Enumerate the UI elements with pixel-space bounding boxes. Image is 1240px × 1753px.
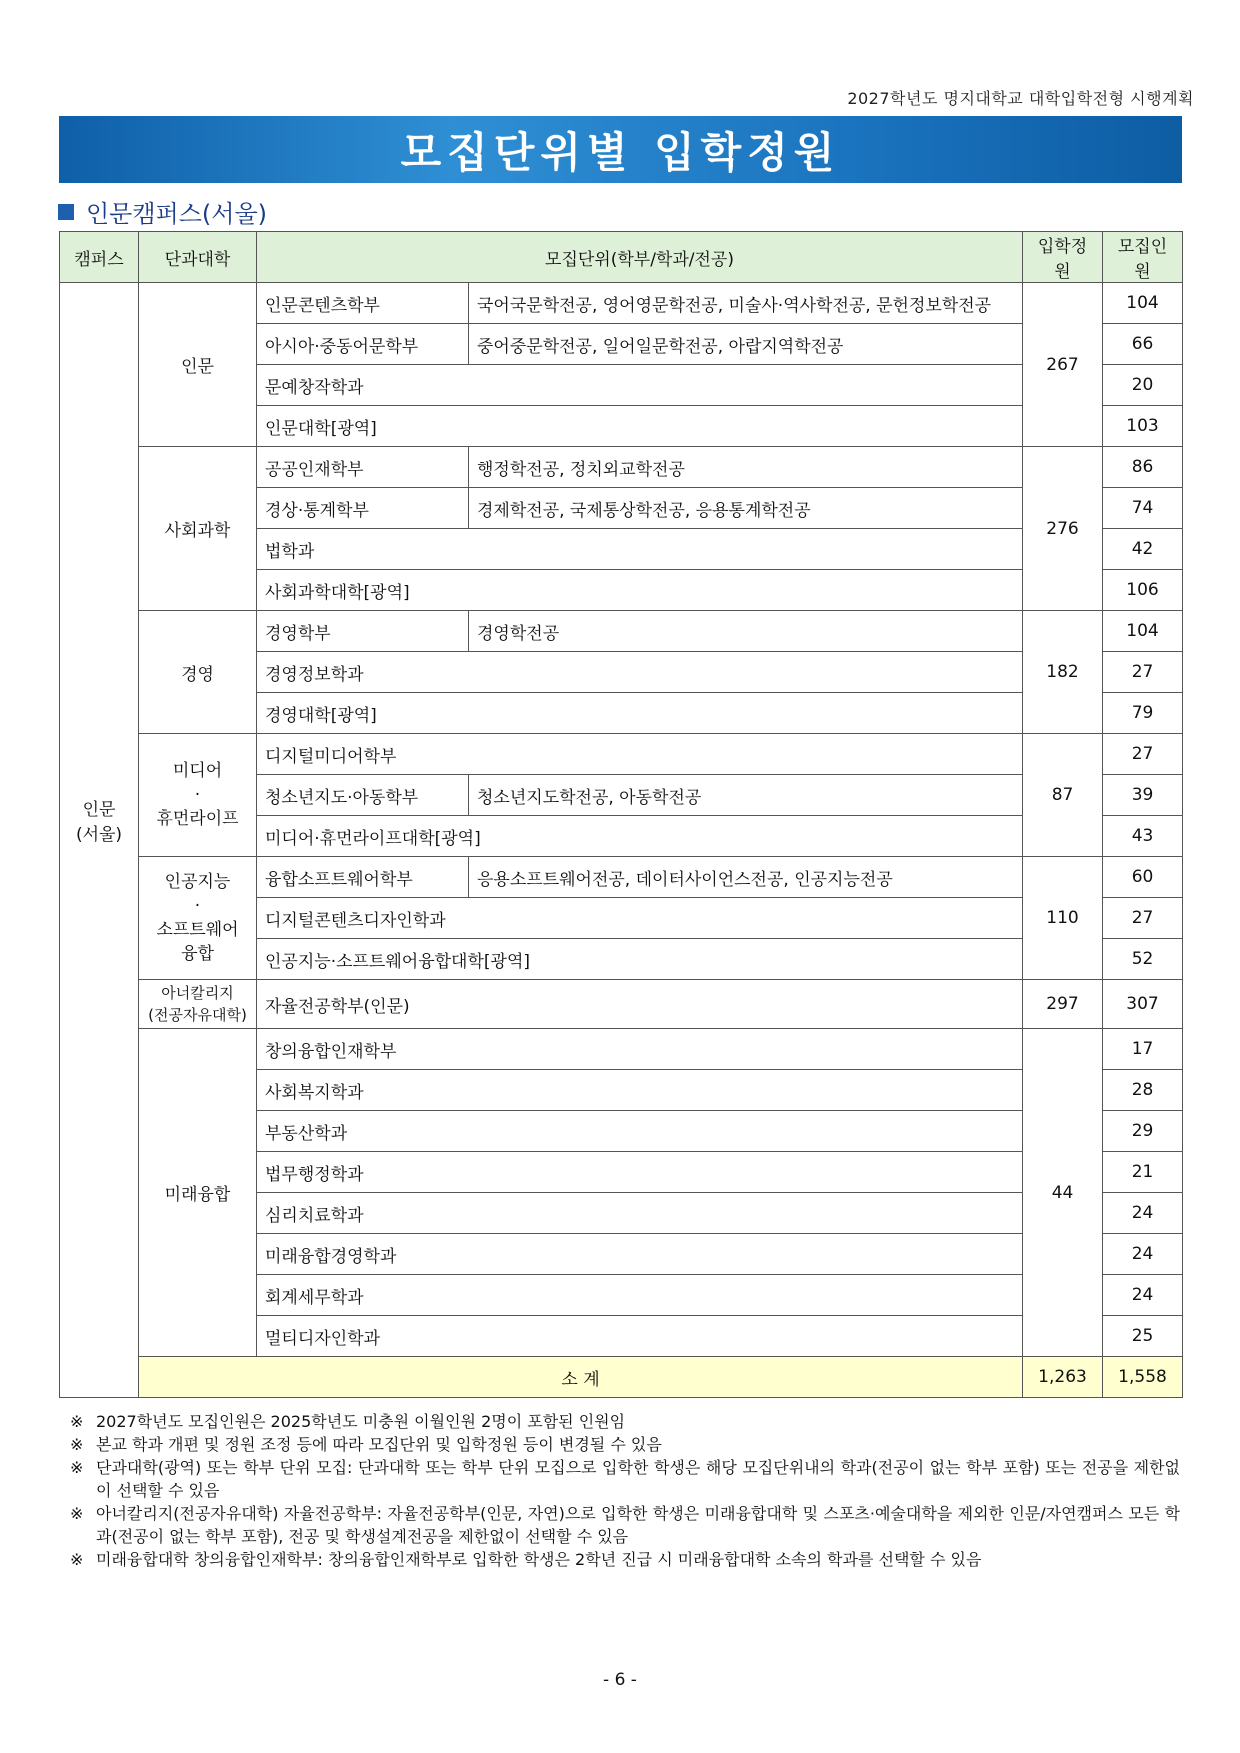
unit-cell: 인공지능·소프트웨어융합대학[광역] xyxy=(257,939,1023,980)
college-cell: 인공지능 · 소프트웨어 융합 xyxy=(139,857,257,980)
majors-cell: 행정학전공, 정치외교학전공 xyxy=(469,447,1023,488)
table-row xyxy=(60,734,1183,775)
table-row xyxy=(60,283,1183,324)
header-recruit: 모집인원 xyxy=(1103,232,1183,283)
recruit-cell: 29 xyxy=(1103,1111,1183,1152)
note-item xyxy=(70,1433,1180,1456)
note-mark: ※ xyxy=(70,1504,84,1523)
quota-cell: 87 xyxy=(1023,734,1103,857)
majors-cell: 국어국문학전공, 영어영문학전공, 미술사·역사학전공, 문헌정보학전공 xyxy=(469,283,1023,324)
unit-cell: 법무행정학과 xyxy=(257,1152,1023,1193)
majors-cell: 응용소프트웨어전공, 데이터사이언스전공, 인공지능전공 xyxy=(469,857,1023,898)
recruit-cell: 43 xyxy=(1103,816,1183,857)
table-row xyxy=(60,611,1183,652)
unit-cell: 공공인재학부 xyxy=(257,447,469,488)
note-mark: ※ xyxy=(70,1435,84,1454)
note-text: 2027학년도 모집인원은 2025학년도 미충원 이월인원 2명이 포함된 인원임 xyxy=(96,1412,626,1431)
total-recruit: 1,558 xyxy=(1103,1357,1183,1398)
note-mark: ※ xyxy=(70,1412,84,1431)
quota-cell: 276 xyxy=(1023,447,1103,611)
unit-cell: 자율전공학부(인문) xyxy=(257,980,1023,1029)
recruit-cell: 17 xyxy=(1103,1029,1183,1070)
campus-cell-bottom xyxy=(60,1357,139,1398)
table-row xyxy=(60,980,1183,1029)
unit-cell: 경상·통계학부 xyxy=(257,488,469,529)
recruit-cell: 104 xyxy=(1103,611,1183,652)
recruit-cell: 52 xyxy=(1103,939,1183,980)
section-heading xyxy=(58,194,267,229)
note-text: 아너칼리지(전공자유대학) 자율전공학부: 자율전공학부(인문, 자연)으로 입학한 학생은 미래융합대학 및 스포츠·예술대학을 제외한 인문/자연캠퍼스 모든 학과(전공이 없는 학부 포함), 전공 및 학생설계전공을 제한없이 선택할 수 있음 xyxy=(96,1504,1180,1546)
unit-cell: 법학과 xyxy=(257,529,1023,570)
recruit-cell: 104 xyxy=(1103,283,1183,324)
title-banner xyxy=(59,116,1182,183)
majors-cell: 청소년지도학전공, 아동학전공 xyxy=(469,775,1023,816)
quota-cell: 182 xyxy=(1023,611,1103,734)
unit-cell: 디지털미디어학부 xyxy=(257,734,1023,775)
admission-quota-table xyxy=(59,231,1183,1398)
recruit-cell: 66 xyxy=(1103,324,1183,365)
recruit-cell: 27 xyxy=(1103,652,1183,693)
unit-cell: 아시아·중동어문학부 xyxy=(257,324,469,365)
document-header: 2027학년도 명지대학교 대학입학전형 시행계획 xyxy=(847,89,1194,108)
header-campus: 캠퍼스 xyxy=(60,232,139,283)
recruit-cell: 106 xyxy=(1103,570,1183,611)
table-row xyxy=(60,447,1183,488)
unit-cell: 인문대학[광역] xyxy=(257,406,1023,447)
recruit-cell: 24 xyxy=(1103,1234,1183,1275)
recruit-cell: 25 xyxy=(1103,1316,1183,1357)
recruit-cell: 79 xyxy=(1103,693,1183,734)
unit-cell: 심리치료학과 xyxy=(257,1193,1023,1234)
note-text: 단과대학(광역) 또는 학부 단위 모집: 단과대학 또는 학부 단위 모집으로 입학한 학생은 해당 모집단위내의 학과(전공이 없는 학부 포함) 또는 전공을 제한없이 선택할 수 있음 xyxy=(96,1458,1180,1500)
recruit-cell: 24 xyxy=(1103,1193,1183,1234)
unit-cell: 창의융합인재학부 xyxy=(257,1029,1023,1070)
majors-cell: 경제학전공, 국제통상학전공, 응용통계학전공 xyxy=(469,488,1023,529)
recruit-cell: 74 xyxy=(1103,488,1183,529)
table-row xyxy=(60,1029,1183,1070)
unit-cell: 문예창작학과 xyxy=(257,365,1023,406)
total-row xyxy=(60,1357,1183,1398)
header-unit: 모집단위(학부/학과/전공) xyxy=(257,232,1023,283)
unit-cell: 부동산학과 xyxy=(257,1111,1023,1152)
recruit-cell: 27 xyxy=(1103,898,1183,939)
recruit-cell: 24 xyxy=(1103,1275,1183,1316)
unit-cell: 미디어·휴먼라이프대학[광역] xyxy=(257,816,1023,857)
college-cell: 미디어 · 휴먼라이프 xyxy=(139,734,257,857)
unit-cell: 회계세무학과 xyxy=(257,1275,1023,1316)
recruit-cell: 42 xyxy=(1103,529,1183,570)
recruit-cell: 60 xyxy=(1103,857,1183,898)
notes-list xyxy=(70,1410,1180,1571)
recruit-cell: 20 xyxy=(1103,365,1183,406)
section-title: 인문캠퍼스(서울) xyxy=(86,200,268,228)
college-cell: 미래융합 xyxy=(139,1029,257,1357)
campus-cell: 인문 (서울) xyxy=(60,283,139,1357)
unit-cell: 인문콘텐츠학부 xyxy=(257,283,469,324)
table-header-row xyxy=(60,232,1183,283)
recruit-cell: 307 xyxy=(1103,980,1183,1029)
quota-cell: 297 xyxy=(1023,980,1103,1029)
majors-cell: 경영학전공 xyxy=(469,611,1023,652)
unit-cell: 청소년지도·아동학부 xyxy=(257,775,469,816)
college-cell: 경영 xyxy=(139,611,257,734)
unit-cell: 미래융합경영학과 xyxy=(257,1234,1023,1275)
total-quota: 1,263 xyxy=(1023,1357,1103,1398)
note-item xyxy=(70,1456,1180,1502)
unit-cell: 디지털콘텐츠디자인학과 xyxy=(257,898,1023,939)
note-item xyxy=(70,1548,1180,1571)
header-quota: 입학정원 xyxy=(1023,232,1103,283)
recruit-cell: 39 xyxy=(1103,775,1183,816)
quota-cell: 267 xyxy=(1023,283,1103,447)
quota-cell: 44 xyxy=(1023,1029,1103,1357)
note-item xyxy=(70,1502,1180,1548)
recruit-cell: 27 xyxy=(1103,734,1183,775)
unit-cell: 멀티디자인학과 xyxy=(257,1316,1023,1357)
header-college: 단과대학 xyxy=(139,232,257,283)
note-item xyxy=(70,1410,1180,1433)
unit-cell: 사회과학대학[광역] xyxy=(257,570,1023,611)
college-cell: 사회과학 xyxy=(139,447,257,611)
unit-cell: 융합소프트웨어학부 xyxy=(257,857,469,898)
recruit-cell: 21 xyxy=(1103,1152,1183,1193)
majors-cell: 중어중문학전공, 일어일문학전공, 아랍지역학전공 xyxy=(469,324,1023,365)
unit-cell: 경영정보학과 xyxy=(257,652,1023,693)
unit-cell: 사회복지학과 xyxy=(257,1070,1023,1111)
recruit-cell: 103 xyxy=(1103,406,1183,447)
page-number: - 6 - xyxy=(603,1670,637,1690)
page-title: 모집단위별 입학정원 xyxy=(400,127,841,177)
note-mark: ※ xyxy=(70,1458,84,1477)
unit-cell: 경영학부 xyxy=(257,611,469,652)
college-cell: 인문 xyxy=(139,283,257,447)
note-text: 미래융합대학 창의융합인재학부: 창의융합인재학부로 입학한 학생은 2학년 진급 시 미래융합대학 소속의 학과를 선택할 수 있음 xyxy=(96,1550,982,1569)
table-row xyxy=(60,857,1183,898)
total-label: 소 계 xyxy=(139,1357,1023,1398)
note-mark: ※ xyxy=(70,1550,84,1569)
square-bullet-icon xyxy=(58,204,74,220)
recruit-cell: 86 xyxy=(1103,447,1183,488)
quota-cell: 110 xyxy=(1023,857,1103,980)
recruit-cell: 28 xyxy=(1103,1070,1183,1111)
note-text: 본교 학과 개편 및 정원 조정 등에 따라 모집단위 및 입학정원 등이 변경될 수 있음 xyxy=(96,1435,662,1454)
unit-cell: 경영대학[광역] xyxy=(257,693,1023,734)
college-cell: 아너칼리지 (전공자유대학) xyxy=(139,980,257,1029)
